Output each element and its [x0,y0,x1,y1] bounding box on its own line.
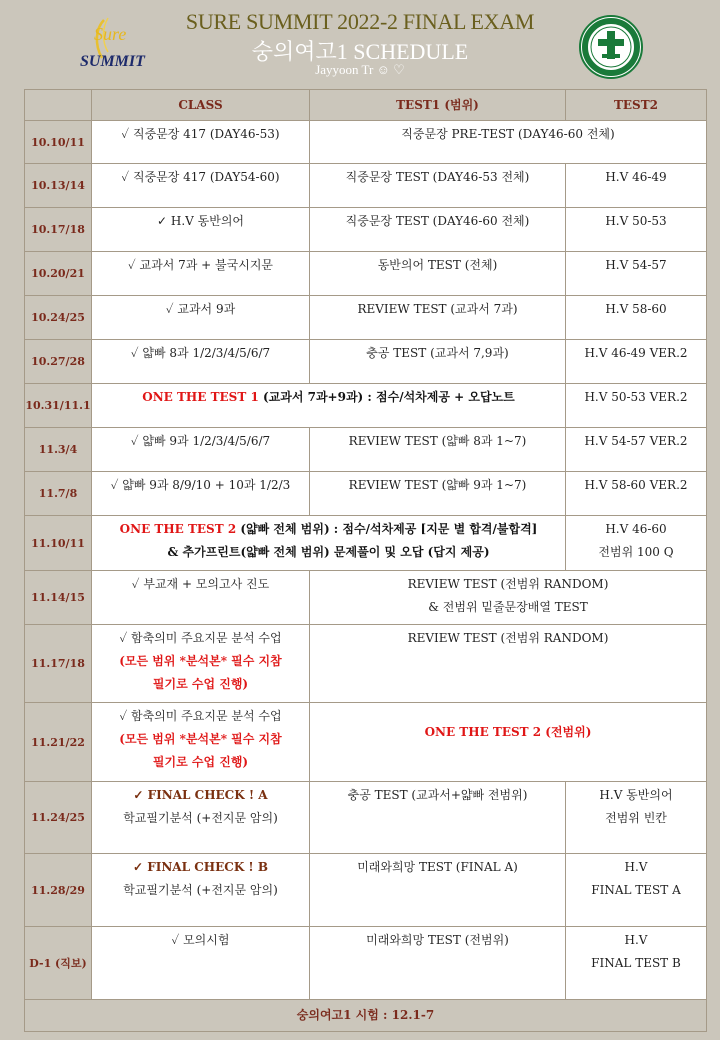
table-row [25,164,707,208]
header-test1: TEST1 (범위) [310,90,566,121]
table-row [25,625,707,703]
row-date: D-1 (직보) [25,927,92,1000]
table-row [25,428,707,472]
one-the-test-1-desc: (교과서 7과+9과) : 점수/석차제공 + 오답노트 [258,390,515,404]
table-header-row [25,90,707,121]
one-the-test-2-desc: (얇빠 전체 범위) : 점수/석차제공 [지문 별 합격/불합격] [236,522,538,536]
row-class: ✓ FINAL CHECK ! A 학교필기분석 (+전지문 암의) [92,782,310,854]
table-row [25,703,707,782]
row-test2: H.V 46-60 전범위 100 Q [566,516,707,571]
row-test2: H.V 46-49 VER.2 [566,340,707,384]
row-test1: REVIEW TEST (교과서 7과) [310,296,566,340]
table-row [25,571,707,625]
table-row [25,296,707,340]
row-span-note [92,384,566,428]
row-test2: H.V 동반의어 전범위 빈칸 [566,782,707,854]
row-date: 10.13/14 [25,164,92,208]
row-test2: H.V 46-49 [566,164,707,208]
row-date: 10.20/21 [25,252,92,296]
one-the-test-2-extra: & 추가프린트(얇빠 전체 범위) 문제풀이 및 오답 (답지 제공) [167,545,490,559]
row-date: 11.17/18 [25,625,92,703]
table-row [25,854,707,927]
row-date: 10.24/25 [25,296,92,340]
row-date: 10.31/11.1 [25,384,92,428]
row-date: 11.7/8 [25,472,92,516]
row-span-note [92,516,566,571]
row-test1 [310,703,707,782]
row-date: 10.27/28 [25,340,92,384]
row-date: 10.17/18 [25,208,92,252]
row-test2: H.V 50-53 VER.2 [566,384,707,428]
row-test2: H.V 54-57 [566,252,707,296]
header-class: CLASS [92,90,310,121]
row-test1: 미래와희망 TEST (전범위) [310,927,566,1000]
table-row [25,782,707,854]
row-test2: H.V FINAL TEST A [566,854,707,927]
row-date: 11.21/22 [25,703,92,782]
row-class: ✓ 함축의미 주요지문 분석 수업 (모든 범위 *분석본* 필수 지참 필기로 수업 진행) [92,625,310,703]
row-test1: 충공 TEST (교과서+얇빠 전범위) [310,782,566,854]
logo-text-sure: Sure [94,24,127,44]
row-class: ✓ 모의시험 [92,927,310,1000]
page-header [0,0,720,88]
row-test1: 충공 TEST (교과서 7,9과) [310,340,566,384]
row-class: ✓ 함축의미 주요지문 분석 수업 (모든 범위 *분석본* 필수 지참 필기로 수업 진행) [92,703,310,782]
row-test1: 동반의어 TEST (전체) [310,252,566,296]
row-class: ✓ 직중문장 417 (DAY54-60) [92,164,310,208]
table-row [25,340,707,384]
row-date: 11.24/25 [25,782,92,854]
table-row [25,121,707,164]
row-date: 11.28/29 [25,854,92,927]
row-class: ✓ 직중문장 417 (DAY46-53) [92,121,310,164]
row-test1: REVIEW TEST (얇빠 8과 1~7) [310,428,566,472]
page-title: SURE SUMMIT 2022-2 FINAL EXAM [185,9,535,34]
row-test1: 미래와희망 TEST (FINAL A) [310,854,566,927]
row-test2: H.V 50-53 [566,208,707,252]
row-date: 11.10/11 [25,516,92,571]
row-class: ✓ 얇빠 9과 1/2/3/4/5/6/7 [92,428,310,472]
table-row [25,516,707,571]
row-test1: 직중문장 PRE-TEST (DAY46-60 전체) [310,121,707,164]
row-test2: H.V FINAL TEST B [566,927,707,1000]
row-class: ✓ 교과서 7과 + 불국시지문 [92,252,310,296]
schedule-table [24,89,707,1032]
one-the-test-1-label: ONE THE TEST 1 [142,390,259,404]
header-date [25,90,92,121]
row-date: 11.14/15 [25,571,92,625]
row-test1: 직중문장 TEST (DAY46-60 전체) [310,208,566,252]
table-row [25,927,707,1000]
row-test1: REVIEW TEST (전범위 RANDOM) & 전범위 밑줄문장배열 TEST [310,571,707,625]
teacher-credit: Jayyoon Tr ☺ ♡ [315,62,405,77]
table-row [25,252,707,296]
row-class: ✓ 얇빠 9과 8/9/10 + 10과 1/2/3 [92,472,310,516]
page-subtitle-school: 숭의여고1 SCHEDULE [251,39,469,64]
row-test2: H.V 58-60 [566,296,707,340]
logo-text-summit: SUMMIT [80,53,145,70]
row-class: ✓ 얇빠 8과 1/2/3/4/5/6/7 [92,340,310,384]
row-class: ✓ H.V 동반의어 [92,208,310,252]
row-date: 10.10/11 [25,121,92,164]
row-class: ✓ 교과서 9과 [92,296,310,340]
table-row [25,384,707,428]
row-class: ✓ 부교재 + 모의고사 진도 [92,571,310,625]
table-row [25,472,707,516]
row-test1: REVIEW TEST (전범위 RANDOM) [310,625,707,703]
one-the-test-2-label: ONE THE TEST 2 [119,522,237,536]
table-row [25,208,707,252]
exam-dates-footer: 숭의여고1 시험 : 12.1-7 [25,1000,707,1032]
row-date: 11.3/4 [25,428,92,472]
header-test2: TEST2 [566,90,707,121]
one-the-test-2-full: ONE THE TEST 2 (전범위) [424,725,592,739]
row-class: ✓ FINAL CHECK ! B 학교필기분석 (+전지문 암의) [92,854,310,927]
table-footer-row [25,1000,707,1032]
row-test2: H.V 58-60 VER.2 [566,472,707,516]
row-test2: H.V 54-57 VER.2 [566,428,707,472]
row-test1: REVIEW TEST (얇빠 9과 1~7) [310,472,566,516]
school-seal-icon [578,14,644,80]
row-test1: 직중문장 TEST (DAY46-53 전체) [310,164,566,208]
